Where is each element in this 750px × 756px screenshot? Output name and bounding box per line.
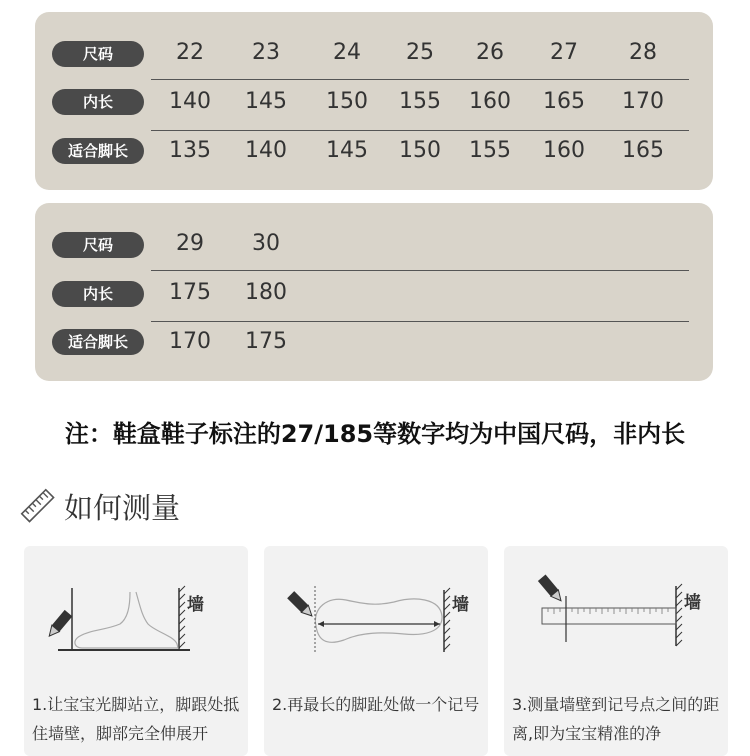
fit-length-cell: 150: [399, 138, 441, 163]
inner-length-row-label: 内长: [52, 281, 144, 307]
step-1-text: 1.让宝宝光脚站立，脚跟处抵住墙壁，脚部完全伸展开: [32, 695, 240, 743]
size-table-panel-2: [35, 203, 713, 381]
size-note: 注：鞋盒鞋子标注的27/185等数字均为中国尺码，非内长: [64, 420, 686, 448]
size-cell: 26: [476, 40, 504, 65]
how-to-measure-title: 如何测量: [64, 491, 181, 525]
inner-length-cell: 155: [399, 89, 441, 114]
fit-length-cell: 160: [543, 138, 585, 163]
size-cell: 23: [252, 40, 280, 65]
inner-length-row-label: 内长: [52, 89, 144, 115]
step-card-1: [24, 546, 248, 756]
step-card-2: [264, 546, 488, 756]
size-cell: 29: [176, 231, 204, 256]
fit-length-row-label: 适合脚长: [52, 329, 144, 355]
step-card-3: [504, 546, 728, 756]
size-table-panel-1: [35, 12, 713, 190]
size-row-label: 尺码: [52, 232, 144, 258]
wall-label: 墙: [452, 595, 469, 615]
size-cell: 25: [406, 40, 434, 65]
row-divider: [151, 270, 689, 271]
ruler-icon: [20, 488, 56, 524]
size-cell: 22: [176, 40, 204, 65]
inner-length-cell: 145: [245, 89, 287, 114]
fit-length-cell: 155: [469, 138, 511, 163]
inner-length-cell: 150: [326, 89, 368, 114]
step-3-text: 3.测量墙壁到记号点之间的距离,即为宝宝精准的净: [512, 695, 720, 743]
fit-length-row-label: 适合脚长: [52, 138, 144, 164]
inner-length-cell: 165: [543, 89, 585, 114]
inner-length-cell: 140: [169, 89, 211, 114]
foot-against-wall-illustration: [24, 546, 248, 686]
inner-length-cell: 175: [169, 280, 211, 305]
wall-label: 墙: [187, 595, 204, 615]
row-divider: [151, 79, 689, 80]
step-2-text: 2.再最长的脚趾处做一个记号: [272, 695, 480, 714]
measure-distance-illustration: [504, 546, 728, 686]
size-row-label: 尺码: [52, 41, 144, 67]
wall-label: 墙: [684, 593, 701, 613]
fit-length-cell: 135: [169, 138, 211, 163]
mark-longest-toe-illustration: [264, 546, 488, 686]
fit-length-cell: 170: [169, 329, 211, 354]
inner-length-cell: 180: [245, 280, 287, 305]
row-divider: [151, 321, 689, 322]
fit-length-cell: 175: [245, 329, 287, 354]
size-cell: 24: [333, 40, 361, 65]
size-cell: 27: [550, 40, 578, 65]
size-cell: 30: [252, 231, 280, 256]
fit-length-cell: 165: [622, 138, 664, 163]
inner-length-cell: 160: [469, 89, 511, 114]
fit-length-cell: 145: [326, 138, 368, 163]
fit-length-cell: 140: [245, 138, 287, 163]
inner-length-cell: 170: [622, 89, 664, 114]
row-divider: [151, 130, 689, 131]
size-cell: 28: [629, 40, 657, 65]
